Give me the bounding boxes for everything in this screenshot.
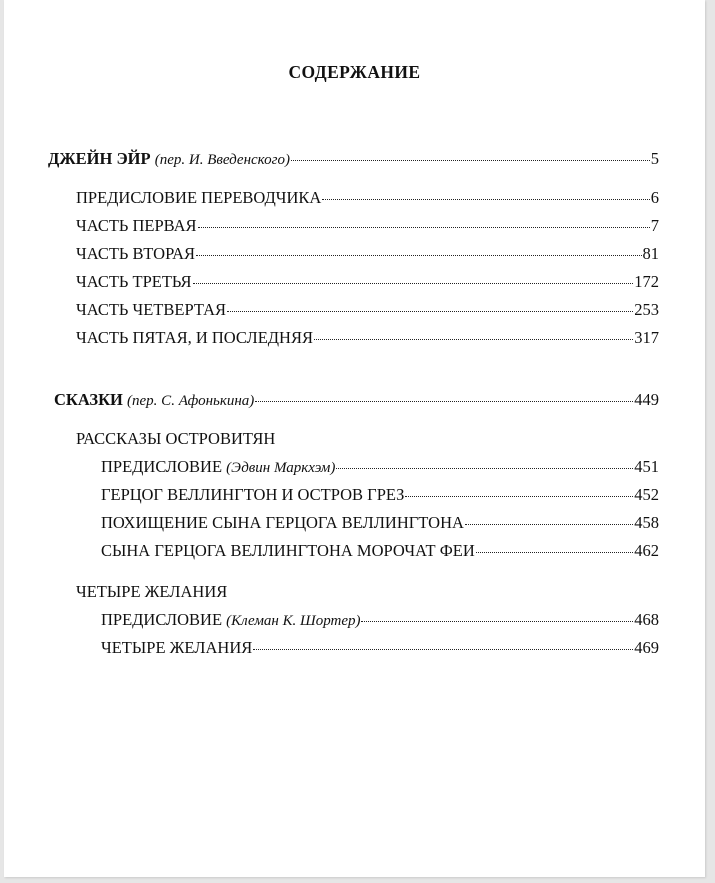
page-number: 451 — [634, 457, 659, 476]
page-number: 468 — [634, 610, 659, 629]
dot-leader — [476, 552, 633, 553]
section-title: ДЖЕЙН ЭЙР — [48, 149, 151, 168]
entry-label: ГЕРЦОГ ВЕЛЛИНГТОН И ОСТРОВ ГРЕЗ — [101, 485, 405, 504]
toc-entry[interactable] — [76, 272, 659, 294]
page-number: 253 — [634, 300, 659, 319]
page-number: 458 — [634, 513, 659, 532]
author-note: (Эдвин Маркхэм) — [226, 460, 336, 476]
entry-label: ПРЕДИСЛОВИЕ — [101, 457, 223, 476]
toc-entry-section[interactable] — [48, 149, 659, 171]
page-number: 81 — [642, 244, 659, 263]
entry-label: ЧАСТЬ ВТОРАЯ — [76, 244, 196, 263]
toc-entry[interactable] — [76, 300, 659, 322]
page-number: 449 — [634, 390, 659, 409]
page-number: 172 — [634, 272, 659, 291]
author-note: (Клеман К. Шортер) — [226, 613, 361, 629]
entry-label: ЧАСТЬ ТРЕТЬЯ — [76, 272, 192, 291]
page-number: 5 — [650, 149, 659, 168]
group-label: ЧЕТЫРЕ ЖЕЛАНИЯ — [76, 582, 228, 601]
entry-label: ЧАСТЬ ПЕРВАЯ — [76, 216, 197, 235]
toc-entry[interactable] — [101, 610, 659, 632]
entry-label: СЫНА ГЕРЦОГА ВЕЛЛИНГТОНА МОРОЧАТ ФЕИ — [101, 541, 475, 560]
translator-note: (пер. И. Введенского) — [154, 152, 290, 168]
entry-label: ПОХИЩЕНИЕ СЫНА ГЕРЦОГА ВЕЛЛИНГТОНА — [101, 513, 464, 532]
entry-label: ПРЕДИСЛОВИЕ — [101, 610, 223, 629]
dot-leader — [193, 283, 634, 284]
entry-label: ЧАСТЬ ЧЕТВЕРТАЯ — [76, 300, 227, 319]
dot-leader — [255, 401, 633, 402]
toc-entry[interactable] — [76, 244, 659, 266]
toc-entry[interactable] — [101, 541, 659, 563]
dot-leader — [198, 227, 650, 228]
group-label: РАССКАЗЫ ОСТРОВИТЯН — [76, 429, 276, 448]
dot-leader — [314, 339, 633, 340]
entry-label: ЧАСТЬ ПЯТАЯ, И ПОСЛЕДНЯЯ — [76, 328, 313, 347]
toc-group-heading[interactable] — [76, 582, 227, 604]
dot-leader — [196, 255, 641, 256]
dot-leader — [291, 160, 650, 161]
entry-label: ПРЕДИСЛОВИЕ ПЕРЕВОДЧИКА — [76, 188, 322, 207]
dot-leader — [322, 199, 649, 200]
toc-group-heading[interactable] — [76, 429, 275, 451]
page-number: 469 — [634, 638, 659, 657]
toc-entry[interactable] — [101, 638, 659, 660]
toc-entry[interactable] — [101, 485, 659, 507]
section-title: СКАЗКИ — [54, 390, 123, 409]
document-page — [4, 0, 705, 877]
dot-leader — [361, 621, 633, 622]
page-number: 7 — [650, 216, 659, 235]
entry-label: ЧЕТЫРЕ ЖЕЛАНИЯ — [101, 638, 253, 657]
toc-entry[interactable] — [76, 328, 659, 350]
page-number: 462 — [634, 541, 659, 560]
dot-leader — [253, 649, 633, 650]
dot-leader — [465, 524, 633, 525]
dot-leader — [336, 468, 633, 469]
dot-leader — [227, 311, 633, 312]
page-number: 317 — [634, 328, 659, 347]
page-title: СОДЕРЖАНИЕ — [288, 62, 421, 82]
page-number: 6 — [650, 188, 659, 207]
toc-entry[interactable] — [76, 216, 659, 238]
toc-entry[interactable] — [76, 188, 659, 210]
translator-note: (пер. С. Афонькина) — [127, 393, 255, 409]
toc-entry-section[interactable] — [54, 390, 659, 412]
toc-entry[interactable] — [101, 513, 659, 535]
toc-entry[interactable] — [101, 457, 659, 479]
dot-leader — [405, 496, 633, 497]
page-number: 452 — [634, 485, 659, 504]
